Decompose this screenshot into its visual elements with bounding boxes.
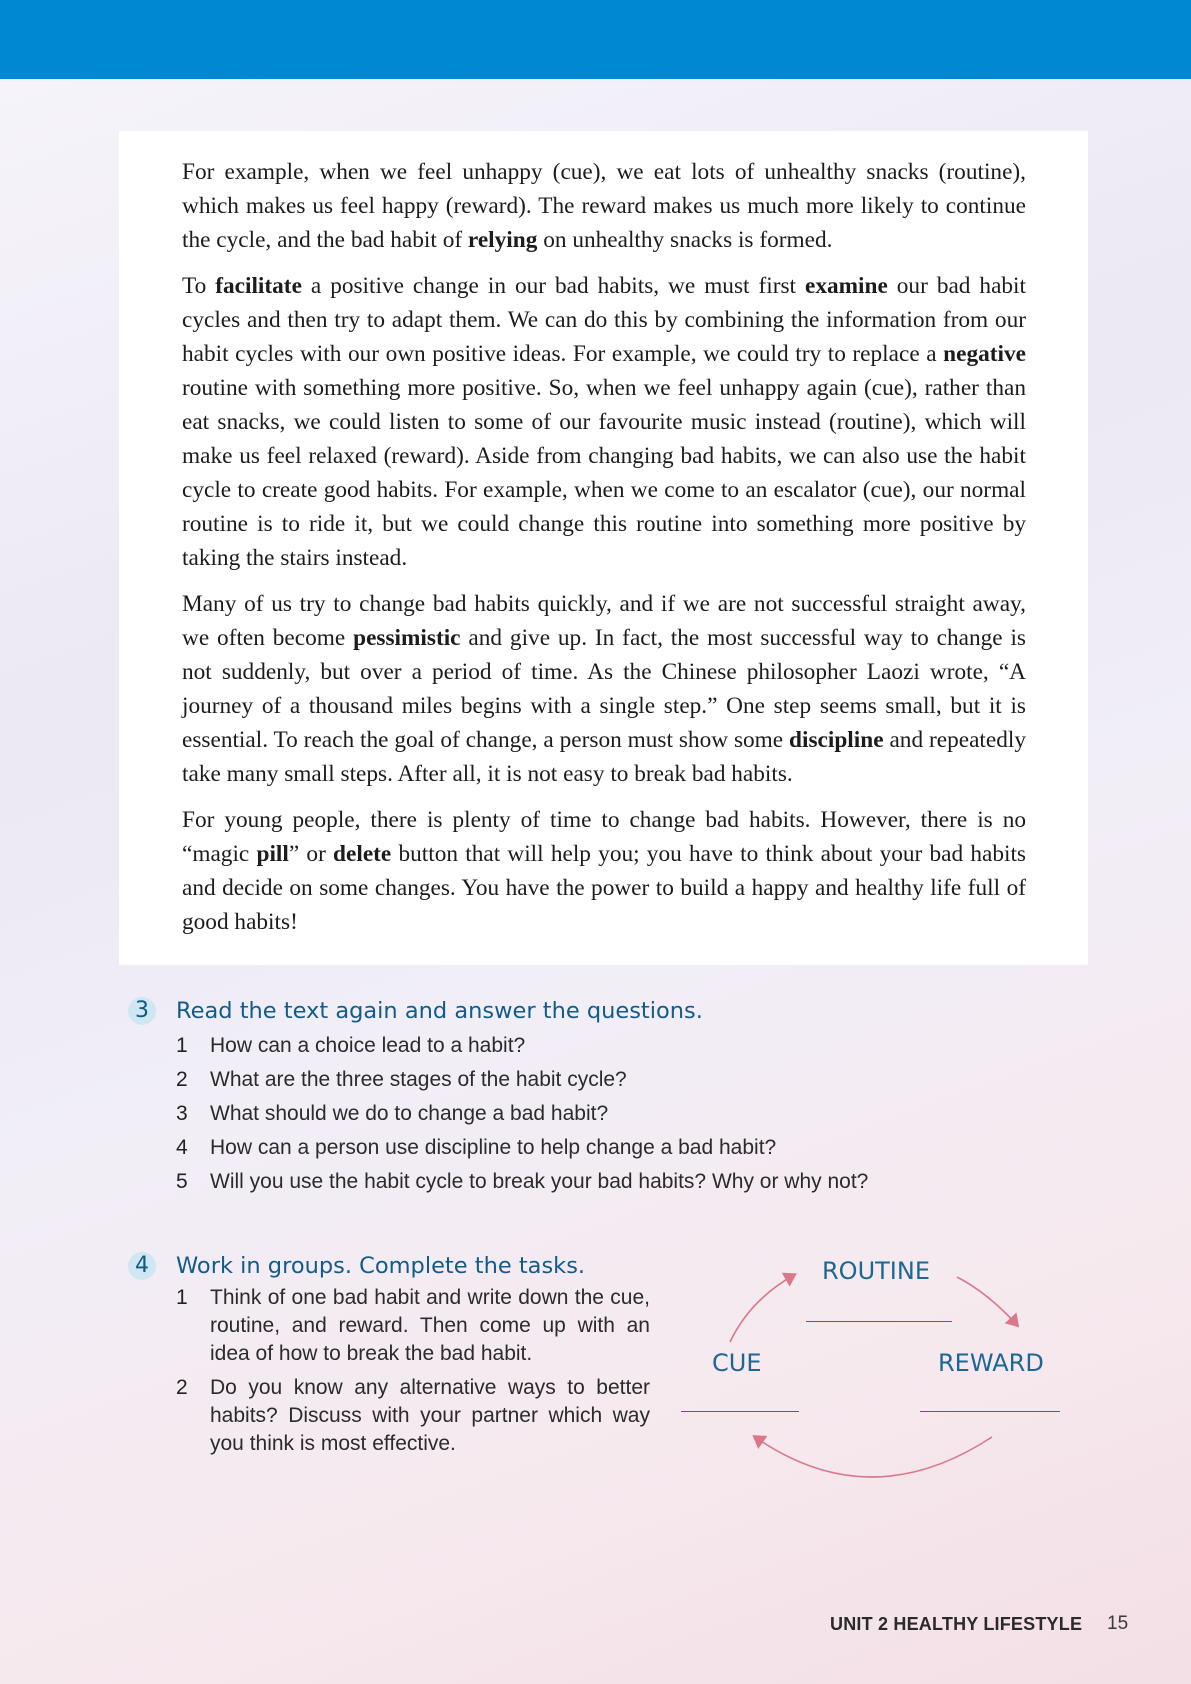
question-item: 1 How can a choice lead to a habit?: [176, 1034, 526, 1057]
footer-unit-title: UNIT 2 HEALTHY LIFESTYLE: [830, 1614, 1083, 1634]
arrow-reward-to-cue: [755, 1437, 992, 1477]
arrow-cue-to-routine: [730, 1275, 794, 1342]
reward-blank: [920, 1411, 1060, 1412]
habit-cycle-diagram: [670, 1245, 1070, 1485]
reading-passage-panel: [119, 131, 1088, 965]
top-banner: [0, 0, 1191, 79]
paragraph-4: For young people, there is plenty of time to change bad habits. However, there is no “magic pill” or delete button that will help you; you have to think about your bad habits and decide on some changes. You have the power to build a happy and healthy life full of good habits!: [182, 807, 1026, 935]
vocab-delete: delete: [333, 841, 392, 867]
task-item: 2 Do you know any alternative ways to better habits? Discuss with your partner which way you think is most effective.: [176, 1376, 650, 1455]
question-item: 3 What should we do to change a bad habit?: [176, 1102, 609, 1125]
paragraph-2: To facilitate a positive change in our bad habits, we must first examine our bad habit cycles and then try to adapt them. We can do this by combining the information from our habit cycles with our own positive ideas. For example, we could try to replace a negative routine with something more positive. So, when we feel unhappy again (cue), rather than eat snacks, we could listen to some of our favourite music instead (routine), which will make us feel relaxed (reward). Aside from changing bad habits, we can also use the habit cycle to create good habits. For example, when we come to an escalator (cue), our normal routine is to ride it, but we could change this routine into something more positive by taking the stairs instead.: [182, 273, 1027, 571]
vocab-facilitate: facilitate: [215, 273, 302, 299]
exercise-3-header: [128, 995, 1088, 1029]
task-item: 1 Think of one bad habit and write down the cue, routine, and reward. Then come up with an idea of how to break the bad habit.: [176, 1286, 650, 1365]
routine-blank: [806, 1321, 952, 1322]
page-number: 15: [1107, 1613, 1129, 1634]
vocab-relying: relying: [467, 227, 538, 253]
vocab-discipline: discipline: [789, 727, 884, 753]
routine-label: ROUTINE: [822, 1257, 930, 1285]
vocab-examine: examine: [804, 273, 888, 299]
reward-label: REWARD: [938, 1349, 1044, 1377]
exercise-number-badge: 3: [128, 997, 156, 1025]
exercise-number-badge: 4: [128, 1252, 156, 1280]
reading-passage: [182, 155, 1026, 951]
question-item: 2 What are the three stages of the habit cycle?: [176, 1068, 627, 1091]
question-item: 5 Will you use the habit cycle to break your bad habits? Why or why not?: [176, 1170, 869, 1193]
vocab-pessimistic: pessimistic: [353, 625, 461, 651]
exercise-title: Read the text again and answer the questions.: [176, 998, 703, 1024]
cue-blank: [681, 1411, 799, 1412]
arrow-routine-to-reward: [957, 1277, 1017, 1325]
vocab-pill: pill: [256, 841, 289, 867]
paragraph-1: For example, when we feel unhappy (cue), we eat lots of unhealthy snacks (routine), which makes us feel happy (reward). The reward makes us much more likely to continue the cycle, and the bad habit of relying on unhealthy snacks is formed.: [182, 159, 1026, 253]
vocab-negative: negative: [943, 341, 1026, 367]
paragraph-3: Many of us try to change bad habits quickly, and if we are not successful straight away, we often become pessimistic and give up. In fact, the most successful way to change is not suddenly, but over a period of time. As the Chinese philosopher Laozi wrote, “A journey of a thousand miles begins with a single step.” One step seems small, but it is essential. To reach the goal of change, a person must show some discipline and repeatedly take many small steps. After all, it is not easy to break bad habits.: [182, 591, 1026, 787]
exercise-3: [128, 995, 1088, 1199]
cue-label: CUE: [712, 1349, 762, 1377]
question-item: 4 How can a person use discipline to help change a bad habit?: [176, 1136, 777, 1159]
question-list: [128, 1029, 1088, 1199]
exercise-title: Work in groups. Complete the tasks.: [176, 1253, 586, 1279]
